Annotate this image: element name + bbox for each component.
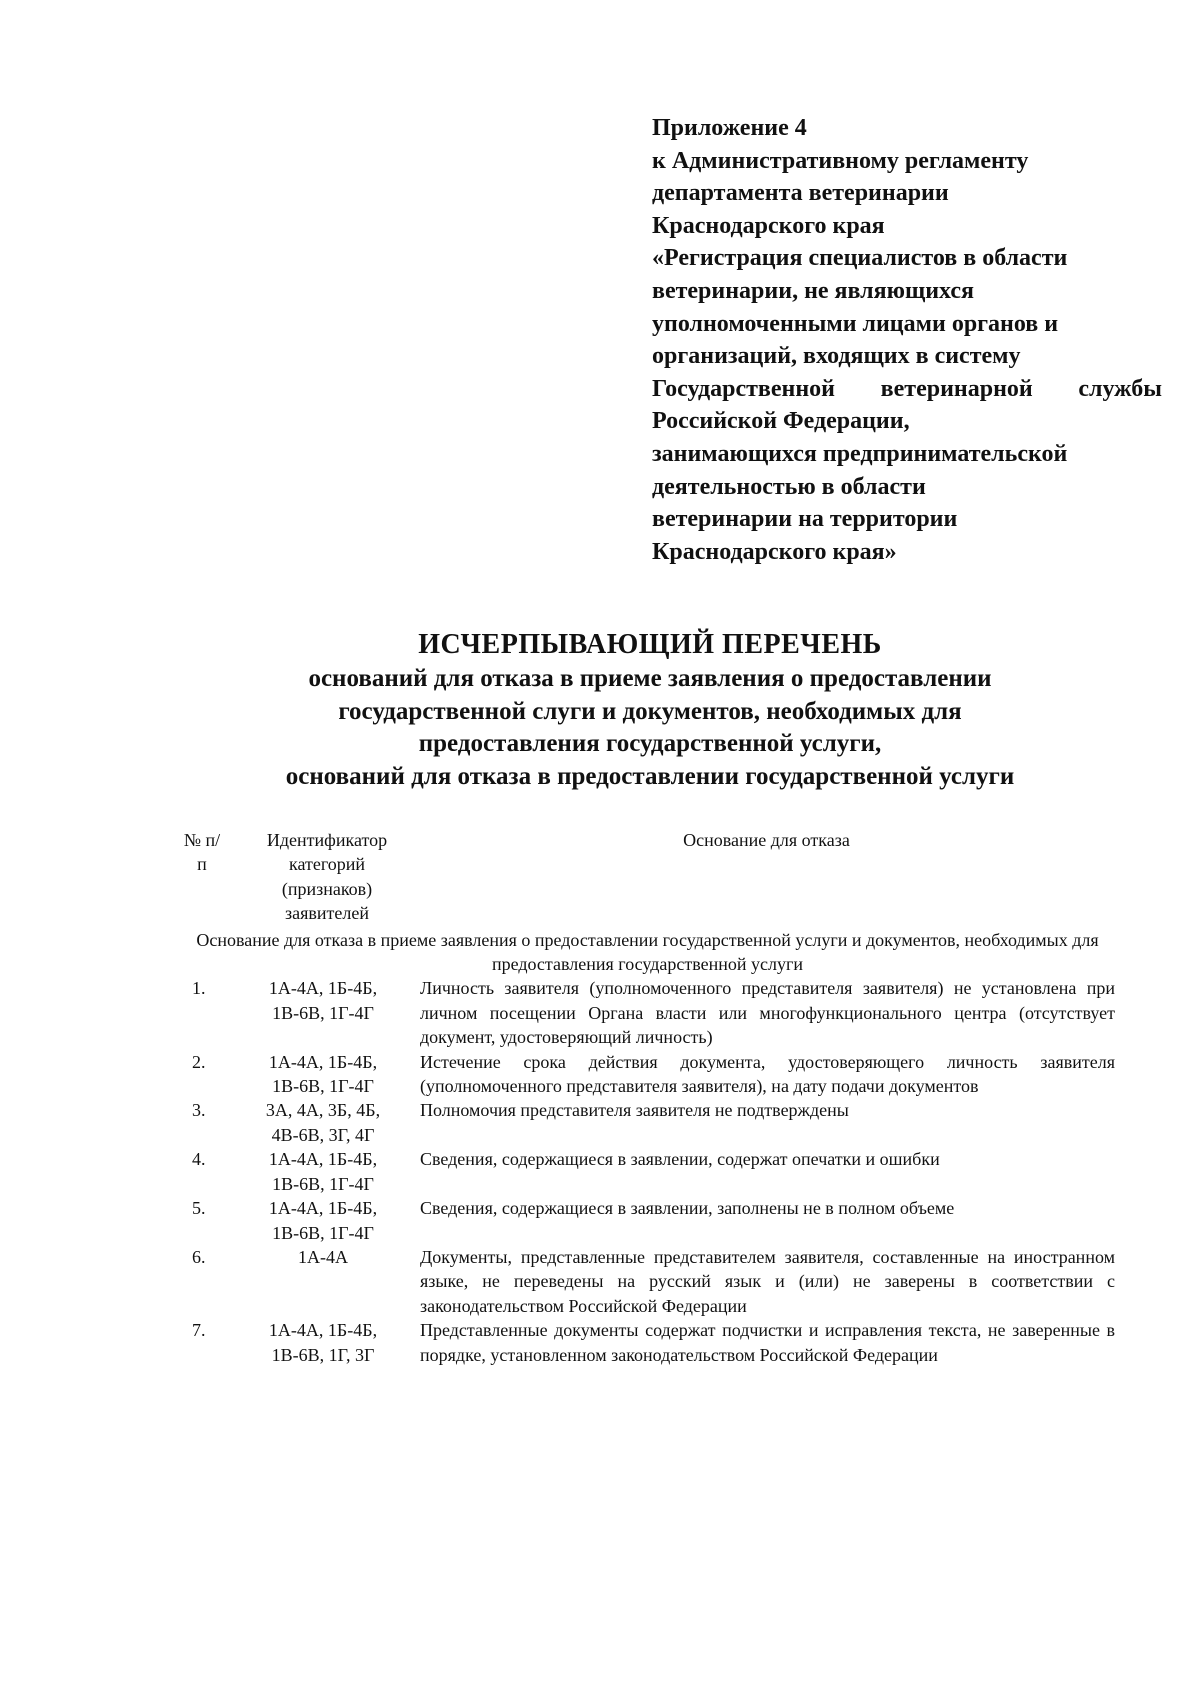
table-row — [180, 1245, 1115, 1318]
table-row — [180, 976, 1115, 1049]
appendix-line: ветеринарии, не являющихся — [652, 277, 974, 304]
section-title: Основание для отказа в приеме заявления о предоставлении государственной услуги и документов, необходимых для предоставления государственной услуги — [196, 929, 1099, 975]
title-subline: оснований для отказа в предоставлении государственной услуги — [285, 762, 1015, 790]
row-number: 4. — [192, 1149, 206, 1170]
title-subline: предоставления государственной услуги, — [418, 730, 882, 757]
appendix-line: уполномоченными лицами органов и — [652, 310, 1059, 337]
appendix-line: ветеринарии на территории — [652, 506, 958, 533]
row-number: 2. — [192, 1051, 206, 1072]
appendix-line: Российской Федерации, — [652, 408, 910, 435]
row-reason: Представленные документы содержат подчистки и исправления текста, не заверенные в порядке, установленном законодательством Российской Федерации — [420, 1320, 1115, 1365]
refusal-grounds-table — [180, 828, 1115, 1367]
appendix-line: Государственной ветеринарной службы — [652, 375, 1162, 402]
appendix-line: к Административному регламенту — [652, 147, 1029, 174]
table-row — [180, 1050, 1115, 1099]
appendix-line: организаций, входящих в систему — [652, 343, 1021, 370]
refusal-grounds-table-wrap — [180, 828, 1115, 1367]
section-row — [180, 926, 1115, 977]
row-identifier: 3А, 4А, 3Б, 4Б, 4В-6В, 3Г, 4Г — [265, 1100, 381, 1145]
table-row — [180, 1147, 1115, 1196]
appendix-line: Приложение 4 — [652, 115, 807, 141]
header-reason: Основание для отказа — [683, 830, 850, 850]
row-number: 1. — [192, 978, 206, 999]
row-identifier: 1А-4А, 1Б-4Б, 1В-6В, 1Г-4Г — [268, 1051, 378, 1097]
row-reason: Сведения, содержащиеся в заявлении, содержат опечатки и ошибки — [420, 1149, 940, 1170]
row-number: 3. — [192, 1100, 206, 1121]
document-title — [190, 627, 1110, 793]
table-row — [180, 1098, 1115, 1147]
row-reason: Истечение срока действия документа, удостоверяющего личность заявителя (уполномоченного представителя заявителя), на дату подачи документов — [420, 1051, 1115, 1097]
header-identifier: Идентификатор категорий (признаков) заявителей — [266, 830, 388, 924]
row-number: 6. — [192, 1246, 206, 1267]
appendix-line: «Регистрация специалистов в области — [652, 245, 1068, 272]
row-reason: Документы, представленные представителем заявителя, составленные на иностранном языке, не переведены на русский язык и (или) не заверены в соответствии с законодательством Российской Федерации — [420, 1246, 1115, 1316]
title-main: ИСЧЕРПЫВАЮЩИЙ ПЕРЕЧЕНЬ — [418, 629, 882, 660]
title-subline: оснований для отказа в приеме заявления о предоставлении — [308, 665, 992, 692]
appendix-line: Краснодарского края» — [652, 538, 897, 565]
row-number: 5. — [192, 1198, 206, 1219]
title-subline: государственной слуги и документов, необходимых для — [338, 697, 962, 725]
appendix-line: занимающихся предпринимательской — [652, 440, 1068, 467]
appendix-line: деятельностью в области — [652, 473, 926, 500]
row-identifier: 1А-4А, 1Б-4Б, 1В-6В, 1Г-4Г — [268, 978, 378, 1023]
row-reason: Сведения, содержащиеся в заявлении, заполнены не в полном объеме — [420, 1198, 955, 1219]
row-reason: Полномочия представителя заявителя не подтверждены — [420, 1100, 849, 1121]
table-row — [180, 1318, 1115, 1367]
row-reason: Личность заявителя (уполномоченного представителя заявителя) не установлена при личном посещении Органа власти или многофункционального центра (отсутствует документ, удостоверяющий личность) — [420, 978, 1115, 1048]
table-header-row — [180, 828, 1115, 926]
header-number: № п/п — [183, 830, 221, 875]
row-number: 7. — [192, 1320, 206, 1341]
appendix-line: департамента ветеринарии — [652, 180, 949, 207]
appendix-line: Краснодарского края — [652, 212, 885, 239]
appendix-header — [652, 112, 1162, 568]
row-identifier: 1А-4А, 1Б-4Б, 1В-6В, 1Г-4Г — [268, 1198, 378, 1243]
row-identifier: 1А-4А — [298, 1246, 348, 1267]
row-identifier: 1А-4А, 1Б-4Б, 1В-6В, 1Г-4Г — [268, 1149, 378, 1194]
table-row — [180, 1196, 1115, 1245]
row-identifier: 1А-4А, 1Б-4Б, 1В-6В, 1Г, 3Г — [268, 1320, 378, 1365]
